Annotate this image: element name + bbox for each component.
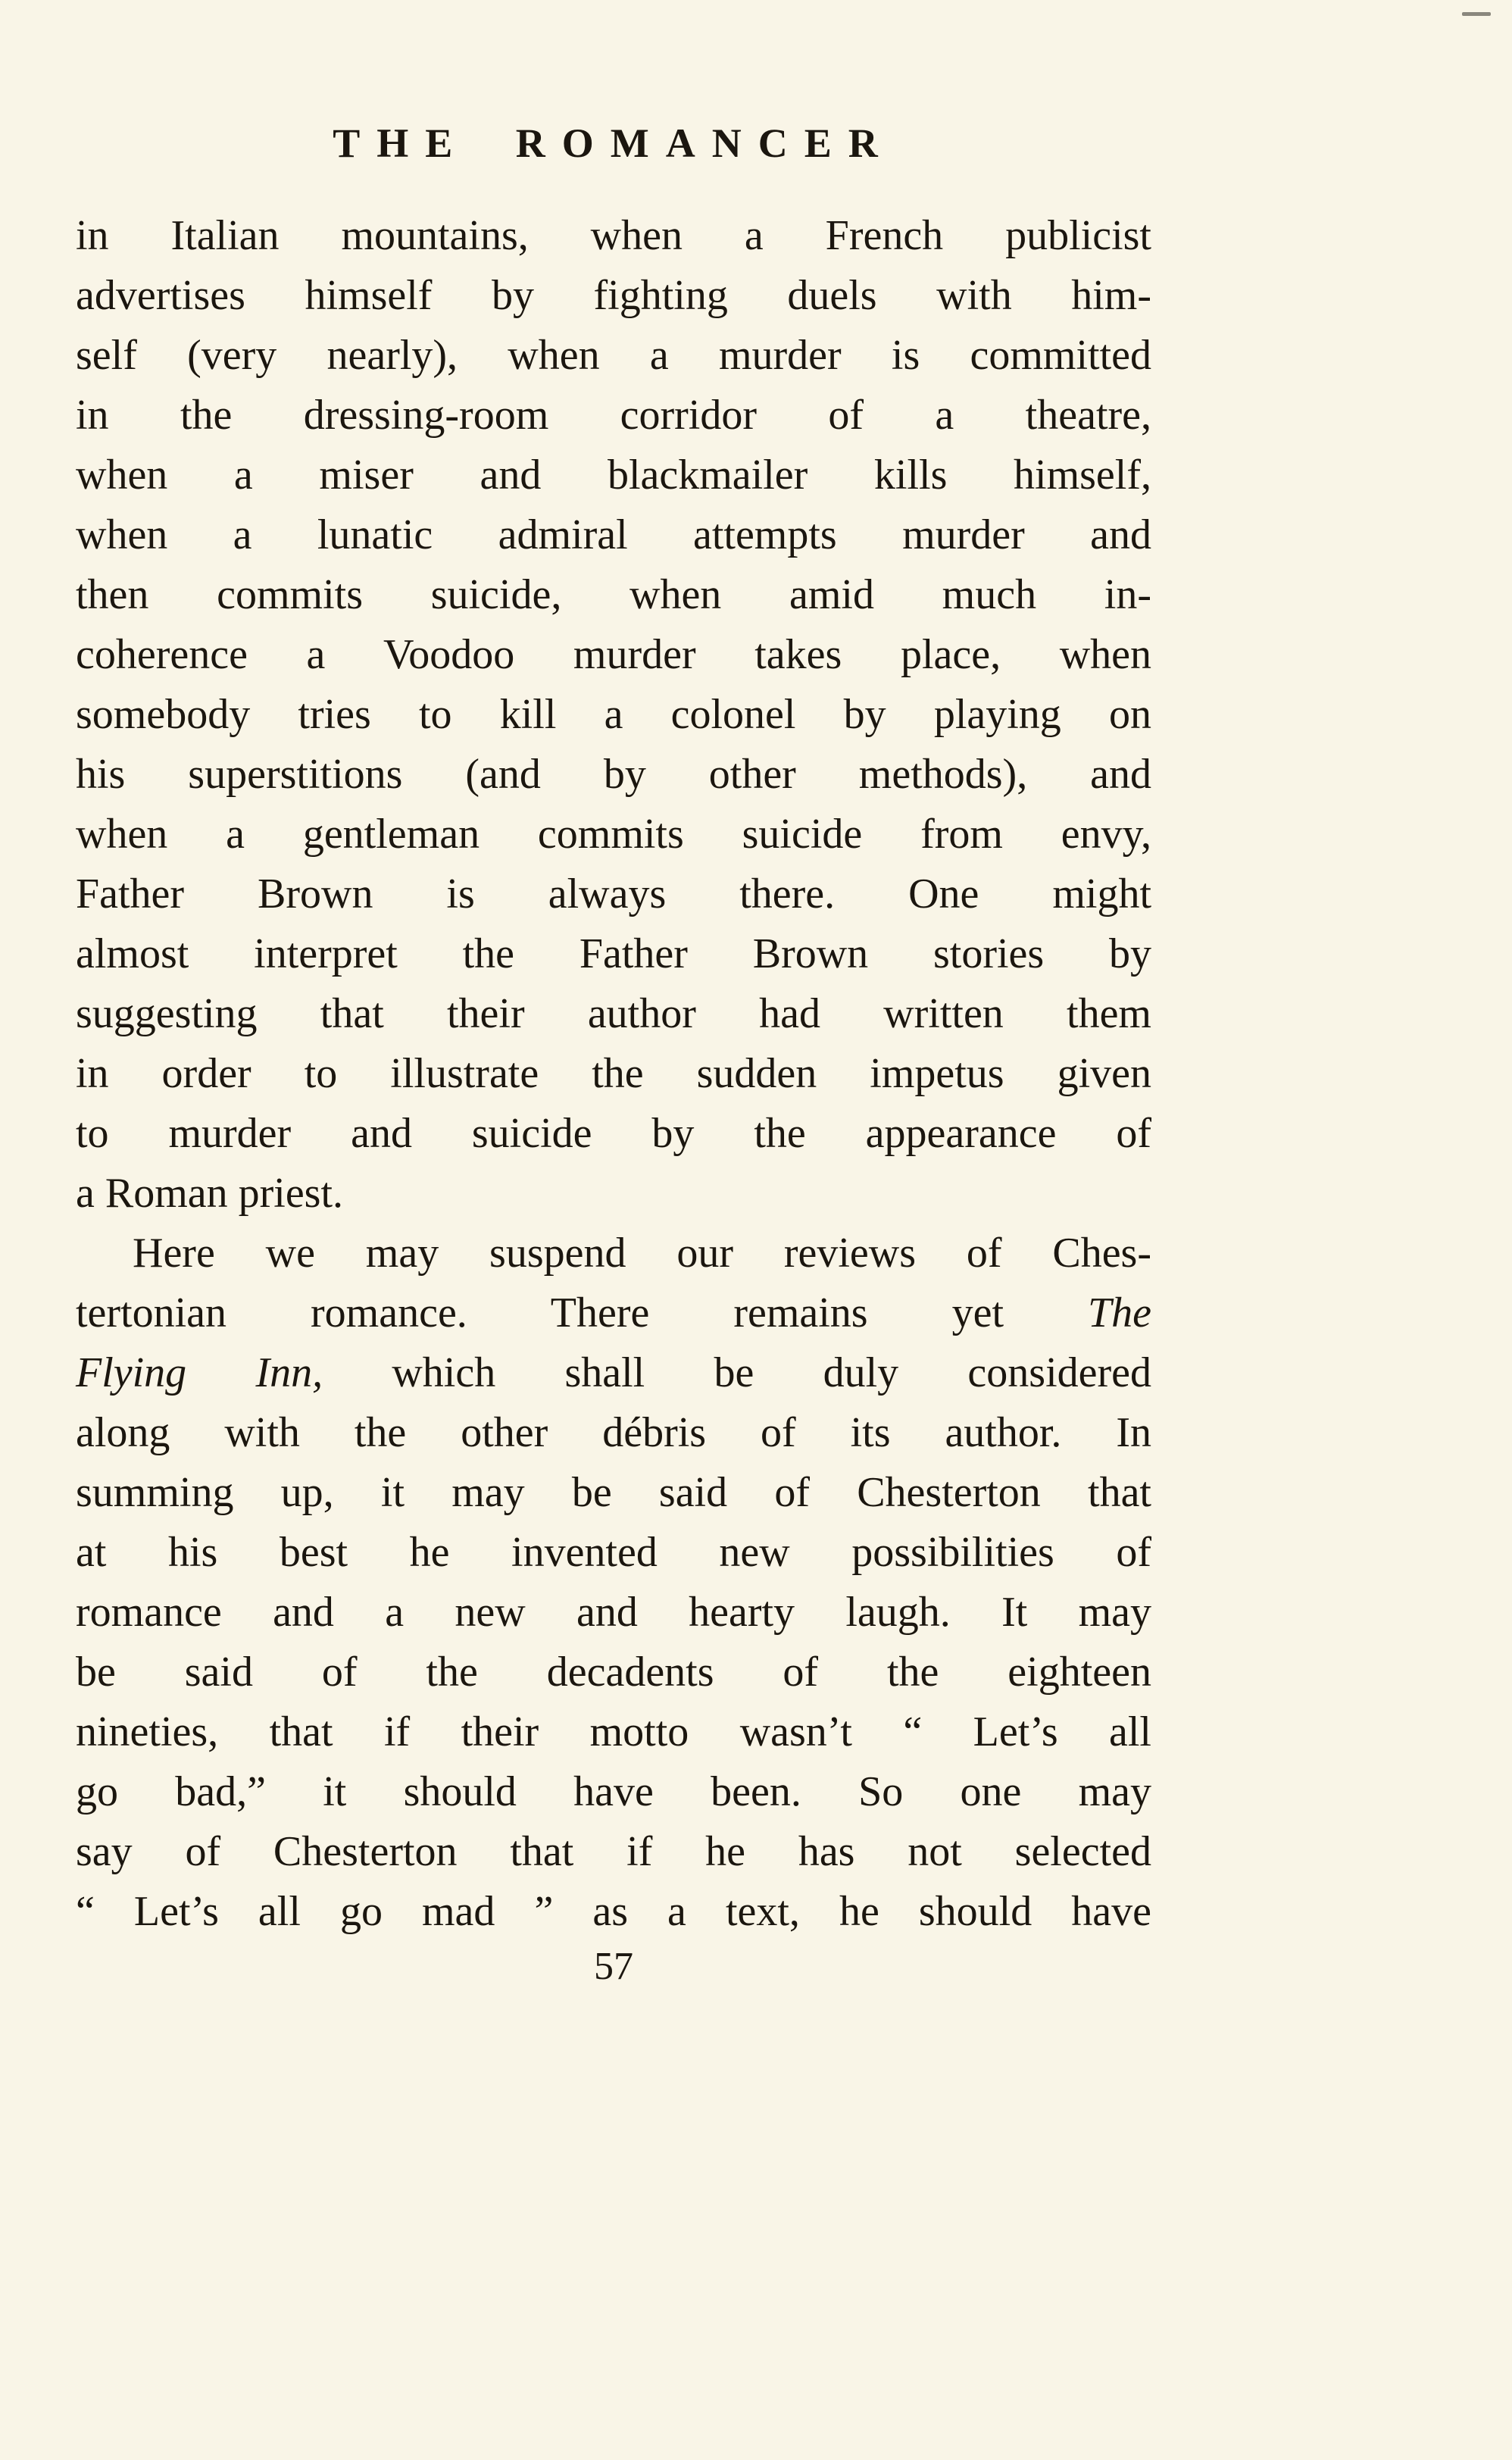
text-line — [76, 685, 1151, 745]
text-line — [76, 1403, 1151, 1463]
text-segment: somebody tries to kill a colonel by playing on — [76, 691, 1151, 738]
text-line — [76, 805, 1151, 864]
text-segment: suggesting that their author had written them — [76, 990, 1151, 1037]
text-line — [76, 266, 1151, 326]
text-segment: “ Let’s all go mad ” as a text, he should have — [76, 1888, 1151, 1935]
text-line — [76, 924, 1151, 984]
text-segment: when a miser and blackmailer kills himself, — [76, 452, 1151, 499]
text-segment: when a gentleman commits suicide from envy, — [76, 811, 1151, 858]
text-line — [76, 1702, 1151, 1762]
text-segment: Father Brown is always there. One might — [76, 871, 1151, 917]
text-line — [76, 1164, 1151, 1224]
text-line — [76, 745, 1151, 805]
text-line — [76, 1762, 1151, 1822]
text-segment: along with the other débris of its author. In — [76, 1409, 1151, 1456]
text-line — [76, 1224, 1151, 1283]
text-line — [76, 386, 1151, 445]
text-segment: when a lunatic admiral attempts murder and — [76, 511, 1151, 558]
text-segment: at his best he invented new possibilities of — [76, 1529, 1151, 1576]
text-line — [76, 1523, 1151, 1583]
text-line — [76, 1822, 1151, 1882]
text-segment: in order to illustrate the sudden impetus given — [76, 1050, 1151, 1097]
text-segment: in the dressing-room corridor of a theatre, — [76, 392, 1151, 439]
text-segment: go bad,” it should have been. So one may — [76, 1768, 1151, 1815]
text-segment: then commits suicide, when amid much in- — [76, 571, 1151, 618]
text-segment: in Italian mountains, when a French publicist — [76, 212, 1151, 259]
text-segment: advertises himself by fighting duels with him- — [76, 272, 1151, 319]
text-line — [76, 1583, 1151, 1643]
text-line — [76, 505, 1151, 565]
text-segment: almost interpret the Father Brown stories by — [76, 930, 1151, 977]
text-segment: which shall be duly considered — [323, 1349, 1151, 1396]
text-line — [76, 1343, 1151, 1403]
text-segment: say of Chesterton that if he has not selected — [76, 1828, 1151, 1875]
text-segment: nineties, that if their motto wasn’t “ Let’s all — [76, 1708, 1151, 1755]
text-segment: Here we may suspend our reviews of Ches- — [133, 1230, 1151, 1277]
paragraph — [76, 1224, 1151, 1942]
text-segment: a Roman priest. — [76, 1170, 344, 1217]
text-segment: tertonian romance. There remains yet — [76, 1289, 1088, 1336]
text-line — [76, 565, 1151, 625]
text-block — [76, 206, 1151, 1942]
text-line — [76, 1643, 1151, 1702]
text-line — [76, 1882, 1151, 1942]
paragraph — [76, 206, 1151, 1224]
text-line — [76, 1283, 1151, 1343]
italic-text: Flying Inn, — [76, 1349, 323, 1396]
text-line — [76, 625, 1151, 685]
text-line — [76, 445, 1151, 505]
text-segment: romance and a new and hearty laugh. It may — [76, 1589, 1151, 1636]
text-segment: summing up, it may be said of Chesterton that — [76, 1469, 1151, 1516]
text-segment: be said of the decadents of the eighteen — [76, 1649, 1151, 1696]
italic-text: The — [1088, 1289, 1151, 1336]
text-segment: self (very nearly), when a murder is committed — [76, 332, 1151, 379]
text-line — [76, 864, 1151, 924]
text-segment: coherence a Voodoo murder takes place, when — [76, 631, 1151, 678]
text-line — [76, 206, 1151, 266]
scan-mark — [1462, 12, 1491, 16]
text-line — [76, 1104, 1151, 1164]
page-number: 57 — [594, 1945, 633, 1988]
page-header: THE ROMANCER — [333, 120, 895, 166]
text-line — [76, 984, 1151, 1044]
text-line — [76, 326, 1151, 386]
text-line — [76, 1044, 1151, 1104]
text-line — [76, 1463, 1151, 1523]
text-segment: his superstitions (and by other methods), and — [76, 751, 1151, 798]
text-segment: to murder and suicide by the appearance of — [76, 1110, 1151, 1157]
